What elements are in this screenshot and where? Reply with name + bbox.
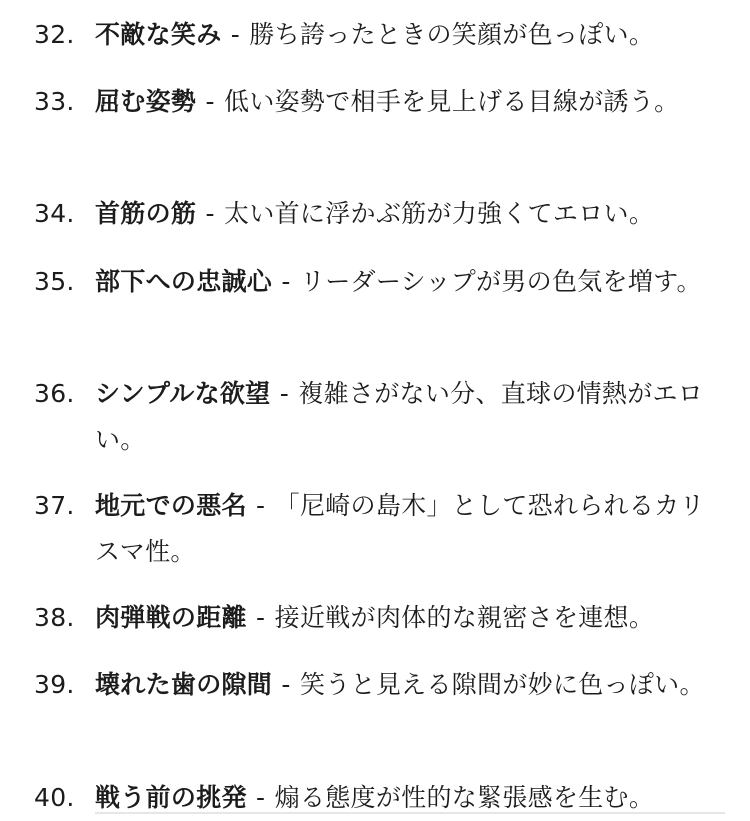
- item-text: [95, 191, 725, 237]
- item-description: 勝ち誇ったときの笑顔が色っぽい。: [249, 20, 655, 49]
- item-term: 部下への忠誠心: [95, 267, 273, 296]
- item-text: [95, 371, 725, 463]
- item-text: [95, 259, 725, 305]
- item-separator: -: [197, 87, 224, 116]
- item-description: 「尼崎の島木」として恐れられるカリスマ性。: [95, 491, 705, 566]
- item-separator: -: [247, 603, 274, 632]
- item-term: 屈む姿勢: [95, 87, 197, 116]
- item-separator: -: [197, 199, 224, 228]
- item-term: 地元での悪名: [95, 491, 247, 520]
- item-number: 34.: [34, 199, 75, 228]
- item-number: 35.: [34, 267, 75, 296]
- item-description: リーダーシップが男の色気を増す。: [299, 267, 702, 296]
- item-description: 笑うと見える隙間が妙に色っぽい。: [299, 670, 705, 699]
- item-number: 32.: [34, 20, 75, 49]
- item-text: [95, 595, 725, 641]
- item-text: [95, 775, 725, 821]
- item-separator: -: [273, 267, 299, 296]
- item-separator: -: [271, 379, 298, 408]
- item-description: 煽る態度が性的な緊張感を生む。: [274, 783, 655, 812]
- item-separator: -: [273, 670, 299, 699]
- item-description: 太い首に浮かぶ筋が力強くてエロい。: [224, 199, 655, 228]
- item-separator: -: [247, 491, 274, 520]
- item-text: [95, 662, 725, 708]
- item-number: 39.: [34, 670, 75, 699]
- item-description: 接近戦が肉体的な親密さを連想。: [274, 603, 655, 632]
- bottom-divider: [95, 812, 725, 814]
- item-term: 壊れた歯の隙間: [95, 670, 273, 699]
- item-description: 複雑さがない分、直球の情熱がエロい。: [95, 379, 704, 454]
- item-description: 低い姿勢で相手を見上げる目線が誘う。: [224, 87, 680, 116]
- item-term: 戦う前の挑発: [95, 783, 247, 812]
- item-number: 37.: [34, 491, 75, 520]
- item-term: 不敵な笑み: [95, 20, 222, 49]
- item-separator: -: [222, 20, 249, 49]
- item-term: シンプルな欲望: [95, 379, 271, 408]
- item-text: [95, 79, 725, 125]
- item-number: 40.: [34, 783, 75, 812]
- item-number: 33.: [34, 87, 75, 116]
- item-text: [95, 12, 725, 58]
- item-term: 肉弾戦の距離: [95, 603, 247, 632]
- item-text: [95, 483, 725, 575]
- item-separator: -: [247, 783, 274, 812]
- item-number: 36.: [34, 379, 75, 408]
- item-number: 38.: [34, 603, 75, 632]
- item-term: 首筋の筋: [95, 199, 197, 228]
